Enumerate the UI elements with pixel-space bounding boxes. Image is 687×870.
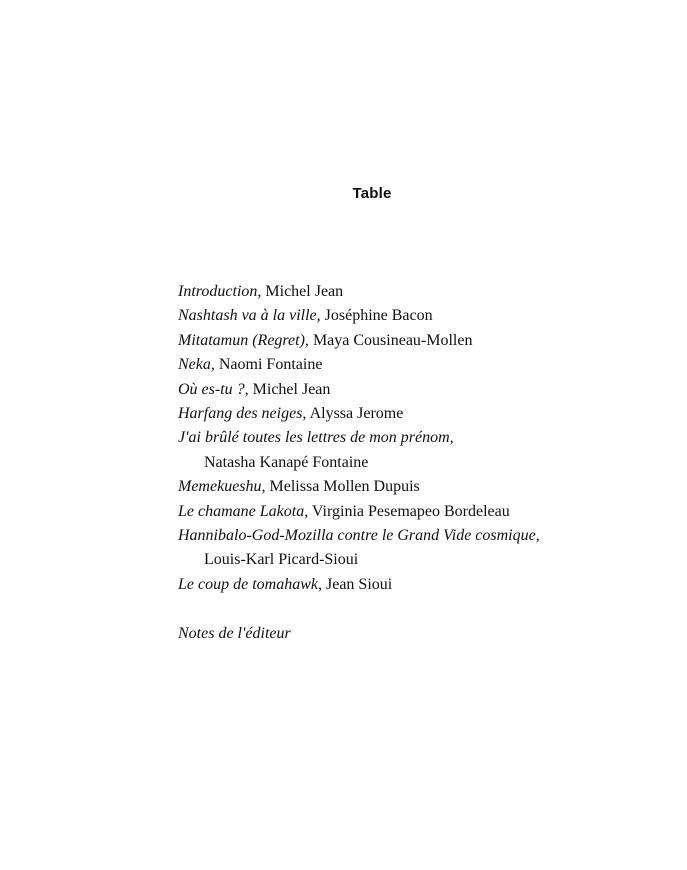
toc-entry-coup-de-tomahawk[interactable] bbox=[178, 573, 648, 597]
toc-entry-introduction[interactable] bbox=[178, 280, 648, 304]
toc-entry-title: Où es-tu ?, bbox=[178, 380, 249, 398]
toc-entry-author: Jean Sioui bbox=[325, 575, 393, 593]
toc-entry-title: Mitatamun (Regret), bbox=[178, 331, 309, 349]
toc-entry-author: Naomi Fontaine bbox=[218, 356, 323, 374]
toc-entry-author: Michel Jean bbox=[252, 380, 331, 398]
toc-entry-chamane-lakota[interactable] bbox=[178, 500, 648, 524]
toc-entry-hannibalo[interactable] bbox=[178, 524, 648, 573]
toc-entry-title: Neka, bbox=[178, 356, 215, 374]
toc-entry-author: Virginia Pesemapeo Bordeleau bbox=[311, 502, 510, 520]
toc-entry-title: Le chamane Lakota, bbox=[178, 502, 309, 520]
toc-entry-author: Joséphine Bacon bbox=[324, 307, 433, 325]
toc-entry-author: Maya Cousineau-Mollen bbox=[312, 331, 473, 349]
toc-entry-title: Introduction, bbox=[178, 283, 262, 300]
toc-entry-author: Alyssa Jerome bbox=[309, 405, 404, 423]
toc-entry-harfang[interactable] bbox=[178, 402, 648, 426]
toc-entry-title: Harfang des neiges, bbox=[178, 405, 307, 423]
toc-entry-author: Louis-Karl Picard-Sioui bbox=[204, 551, 359, 569]
toc-entry-title: Hannibalo-God-Mozilla contre le Grand Vide cosmique, bbox=[178, 527, 540, 545]
toc-entry-author: Melissa Mollen Dupuis bbox=[269, 478, 420, 496]
toc-entry-mitatamun[interactable] bbox=[178, 329, 648, 353]
toc-entry-title: Nashtash va à la ville, bbox=[178, 307, 321, 325]
toc-entry-title: Memekueshu, bbox=[178, 478, 266, 496]
page-title: Table bbox=[352, 185, 392, 202]
toc-entry-notes[interactable]: Notes de l'éditeur bbox=[178, 624, 291, 642]
toc-entry-title: Le coup de tomahawk, bbox=[178, 575, 322, 593]
table-of-contents bbox=[178, 280, 648, 646]
toc-entry-author: Michel Jean bbox=[265, 283, 344, 300]
toc-entry-nashtash[interactable] bbox=[178, 304, 648, 328]
toc-entry-neka[interactable] bbox=[178, 353, 648, 377]
toc-entry-memekueshu[interactable] bbox=[178, 475, 648, 499]
toc-entry-jai-brule[interactable] bbox=[178, 426, 648, 475]
toc-entry-title: J'ai brûlé toutes les lettres de mon prénom, bbox=[178, 429, 454, 447]
toc-entry-ou-es-tu[interactable] bbox=[178, 378, 648, 402]
toc-entry-author: Natasha Kanapé Fontaine bbox=[204, 453, 369, 471]
